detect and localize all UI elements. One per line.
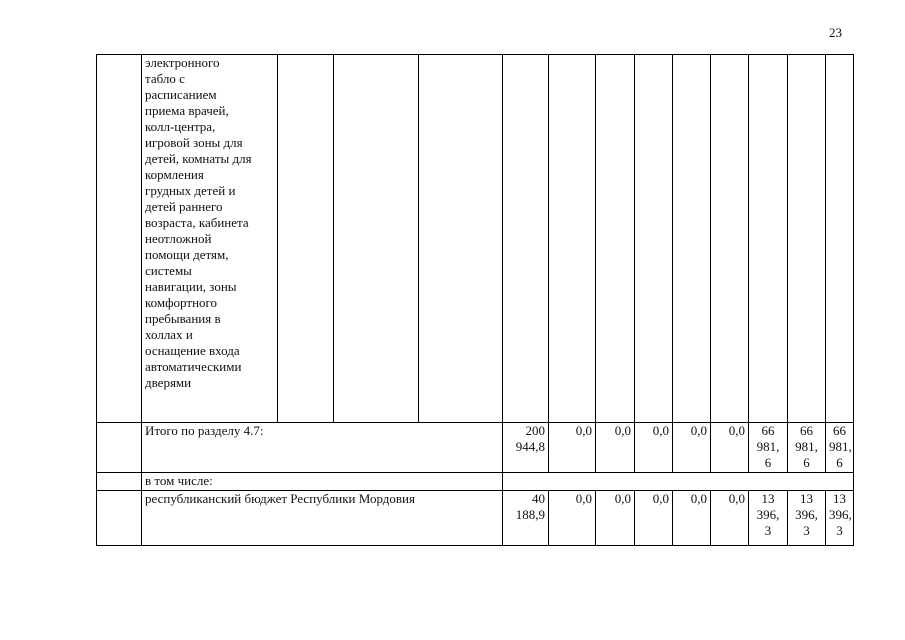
cell-empty bbox=[549, 55, 596, 423]
cell-index bbox=[97, 423, 142, 473]
description-line: детей, комнаты для bbox=[145, 151, 252, 166]
cell-empty bbox=[278, 55, 334, 423]
cell-index bbox=[97, 55, 142, 423]
year-value-part: 396, bbox=[756, 507, 780, 522]
year-value-cell bbox=[749, 491, 788, 546]
total-label: Итого по разделу 4.7: bbox=[142, 423, 503, 473]
year-value-part: 3 bbox=[764, 523, 772, 538]
value-cell: 0,0 bbox=[596, 491, 635, 546]
year-value-part: 6 bbox=[764, 455, 772, 470]
total-value-cell bbox=[503, 491, 549, 546]
year-value-cell bbox=[826, 491, 854, 546]
year-value-part: 13 bbox=[800, 491, 813, 506]
budget-table bbox=[96, 54, 854, 546]
description-line: колл-центра, bbox=[145, 119, 216, 134]
cell-empty bbox=[711, 55, 749, 423]
year-value-part: 6 bbox=[803, 455, 810, 470]
year-value-part: 981, bbox=[795, 439, 818, 454]
year-value-part: 66 bbox=[800, 423, 813, 438]
year-value-part: 396, bbox=[829, 507, 852, 522]
year-value-cell bbox=[749, 423, 788, 473]
description-line: игровой зоны для bbox=[145, 135, 243, 150]
description-line: комфортного bbox=[145, 295, 218, 310]
description-line: помощи детям, bbox=[145, 247, 229, 262]
description-line: детей раннего bbox=[145, 199, 223, 214]
value-cell: 0,0 bbox=[596, 423, 635, 473]
year-value-part: 6 bbox=[836, 455, 843, 470]
year-value-part: 981, bbox=[829, 439, 852, 454]
description-line: кормления bbox=[145, 167, 204, 182]
year-value-part: 981, bbox=[756, 439, 780, 454]
description-line: системы bbox=[145, 263, 192, 278]
total-value-part: 200 bbox=[525, 423, 545, 438]
page-number: 23 bbox=[829, 25, 842, 40]
description-cell bbox=[142, 55, 278, 423]
cell-empty bbox=[673, 55, 711, 423]
description-line: автоматическими bbox=[145, 359, 242, 374]
year-value-part: 66 bbox=[761, 423, 775, 438]
year-value-cell bbox=[788, 423, 826, 473]
value-cell: 0,0 bbox=[711, 423, 749, 473]
description-line: приема врачей, bbox=[145, 103, 229, 118]
total-value-part: 40 bbox=[532, 491, 545, 506]
total-row bbox=[97, 423, 854, 473]
cell-index bbox=[97, 491, 142, 546]
subheading-label: в том числе: bbox=[142, 473, 503, 491]
cell-empty bbox=[596, 55, 635, 423]
description-line: табло с bbox=[145, 71, 185, 86]
description-line: неотложной bbox=[145, 231, 212, 246]
value-cell: 0,0 bbox=[673, 423, 711, 473]
year-value-part: 13 bbox=[761, 491, 775, 506]
cell-empty bbox=[826, 55, 854, 423]
description-line: грудных детей и bbox=[145, 183, 236, 198]
regional-budget-label: республиканский бюджет Республики Мордовия bbox=[142, 491, 503, 546]
cell-empty bbox=[503, 473, 854, 491]
year-value-part: 13 bbox=[833, 491, 846, 506]
total-value-cell bbox=[503, 423, 549, 473]
cell-empty bbox=[334, 55, 419, 423]
year-value-part: 3 bbox=[803, 523, 810, 538]
subheading-row bbox=[97, 473, 854, 491]
value-cell: 0,0 bbox=[549, 423, 596, 473]
year-value-part: 66 bbox=[833, 423, 846, 438]
description-line: оснащение входа bbox=[145, 343, 240, 358]
value-cell: 0,0 bbox=[711, 491, 749, 546]
cell-empty bbox=[419, 55, 503, 423]
description-line: навигации, зоны bbox=[145, 279, 237, 294]
value-cell: 0,0 bbox=[635, 423, 673, 473]
cell-index bbox=[97, 473, 142, 491]
value-cell: 0,0 bbox=[549, 491, 596, 546]
total-value-part: 944,8 bbox=[515, 439, 545, 454]
description-line: холлах и bbox=[145, 327, 193, 342]
description-row bbox=[97, 55, 854, 423]
cell-empty bbox=[788, 55, 826, 423]
value-cell: 0,0 bbox=[673, 491, 711, 546]
description-line: возраста, кабинета bbox=[145, 215, 249, 230]
cell-empty bbox=[635, 55, 673, 423]
year-value-part: 396, bbox=[795, 507, 818, 522]
value-cell: 0,0 bbox=[635, 491, 673, 546]
year-value-cell bbox=[826, 423, 854, 473]
description-line: дверями bbox=[145, 375, 192, 390]
year-value-part: 3 bbox=[836, 523, 843, 538]
description-line: пребывания в bbox=[145, 311, 221, 326]
description-line: расписанием bbox=[145, 87, 217, 102]
total-value-part: 188,9 bbox=[515, 507, 545, 522]
cell-empty bbox=[503, 55, 549, 423]
year-value-cell bbox=[788, 491, 826, 546]
regional-budget-row bbox=[97, 491, 854, 546]
description-line: электронного bbox=[145, 55, 220, 70]
cell-empty bbox=[749, 55, 788, 423]
